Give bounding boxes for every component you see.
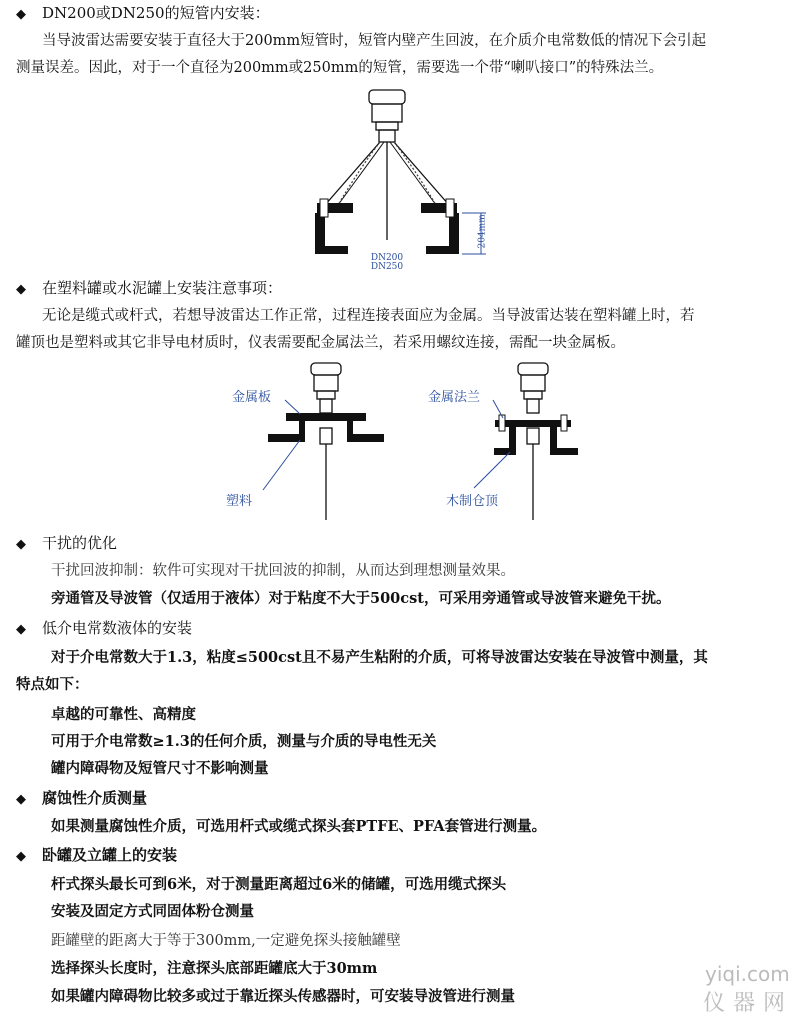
paragraph-line: 如果测量腐蚀性介质，可选用杆式或缆式探头套PTFE、PFA套管进行测量。: [51, 818, 547, 835]
list-item: 安装及固定方式同固体粉仓测量: [51, 903, 254, 920]
diamond-bullet-icon: ◆: [16, 792, 26, 807]
diamond-bullet-icon: ◆: [16, 7, 26, 22]
paragraph-line: 当导波雷达需要安装于直径大于200mm短管时，短管内壁产生回波，在介质介电常数低的情况下会引起: [42, 33, 707, 49]
watermark-logo: 仪器网: [703, 991, 794, 1016]
diamond-bullet-icon: ◆: [16, 282, 26, 297]
diamond-bullet-icon: ◆: [16, 622, 26, 637]
dimension-label: 204mm: [477, 214, 488, 249]
paragraph-line: 无论是缆式或杆式，若想导波雷达工作正常，过程连接表面应为金属。当导波雷达装在塑料罐上时，若: [42, 308, 695, 324]
paragraph-line: 测量误差。因此，对于一个直径为200mm或250mm的短管，需要选一个带“喇叭接口”的特殊法兰。: [16, 60, 664, 76]
section-heading-plastic-tank: ◆ 在塑料罐或水泥罐上安装注意事项：: [16, 278, 282, 300]
list-item: 选择探头长度时，注意探头底部距罐底大于30mm: [51, 960, 378, 977]
plastic-label: 塑料: [226, 494, 253, 509]
paragraph-line: 罐顶也是塑料或其它非导电材质时，仪表需要配金属法兰，若采用螺纹连接，需配一块金属板。: [16, 335, 625, 351]
watermark-url: yiqi.com: [705, 962, 790, 986]
section-heading-short-pipe: ◆ DN200或DN250的短管内安装：: [16, 3, 270, 25]
wood-roof-label: 木制仓顶: [446, 494, 499, 509]
metal-flange-label: 金属法兰: [428, 390, 481, 405]
diamond-bullet-icon: ◆: [16, 537, 26, 552]
diameter-label: DN200 DN250: [370, 253, 404, 272]
list-item: 如果罐内障碍物比较多或过于靠近探头传感器时，可安装导波管进行测量: [51, 988, 515, 1005]
list-item: 杆式探头最长可到6米，对于测量距离超过6米的储罐，可选用缆式探头: [51, 876, 507, 893]
list-item: 距罐壁的距离大于等于300mm,一定避免探头接触罐壁: [51, 933, 401, 949]
section-heading-low-dielectric: ◆ 低介电常数液体的安装: [16, 618, 192, 640]
list-item: 罐内障碍物及短管尺寸不影响测量: [51, 760, 269, 777]
list-item: 可用于介电常数≥1.3的任何介质，测量与介质的导电性无关: [51, 733, 437, 750]
section-heading-interference: ◆ 干扰的优化: [16, 533, 117, 555]
paragraph-line: 旁通管及导波管（仅适用于液体）对于粘度不大于500cst，可采用旁通管或导波管来避免干扰。: [51, 590, 671, 607]
list-item: 卓越的可靠性、高精度: [51, 706, 196, 723]
section-heading-horizontal-vertical-tank: ◆ 卧罐及立罐上的安装: [16, 845, 177, 867]
section-heading-corrosive: ◆ 腐蚀性介质测量: [16, 788, 147, 810]
paragraph-line: 特点如下：: [16, 676, 89, 693]
paragraph-line: 干扰回波抑制：软件可实现对干扰回波的抑制，从而达到理想测量效果。: [51, 563, 515, 579]
diamond-bullet-icon: ◆: [16, 849, 26, 864]
metal-plate-label: 金属板: [232, 390, 272, 405]
paragraph-line: 对于介电常数大于1.3，粘度≤500cst且不易产生粘附的介质，可将导波雷达安装在导波管中测量，其: [51, 649, 708, 666]
